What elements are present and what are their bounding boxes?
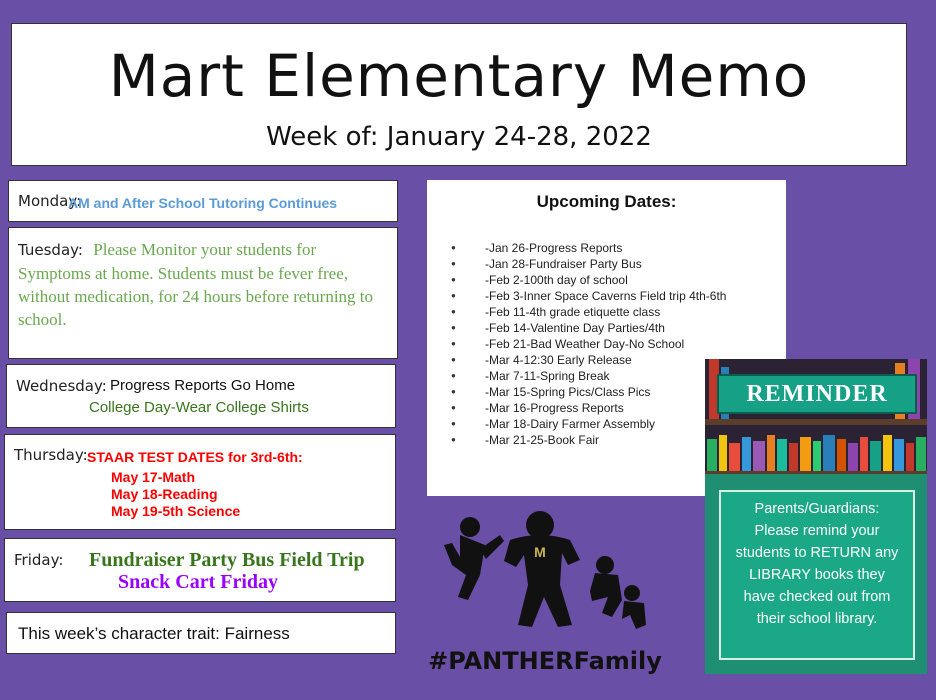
thursday-label: Thursday:: [14, 446, 88, 464]
wednesday-line-2: College Day-Wear College Shirts: [89, 399, 309, 416]
list-item: ● -Mar 4-12:30 Early Release: [451, 352, 726, 368]
tuesday-text: Please Monitor your students for Symptoms at home. Students must be fever free, without medication, for 24 hours before returning to school.: [18, 240, 374, 329]
panther-family-logo: [428, 505, 662, 680]
friday-line-2: Snack Cart Friday: [118, 571, 278, 593]
monday-text: AM and After School Tutoring Continues: [68, 195, 338, 211]
reminder-message: [719, 490, 915, 660]
upcoming-list: [451, 240, 726, 448]
character-trait-box: [6, 612, 396, 654]
reminder-line: their school library.: [756, 611, 878, 627]
tuesday-box: [8, 227, 398, 359]
friday-box: [4, 538, 396, 602]
list-item: ● -Feb 21-Bad Weather Day-No School: [451, 336, 726, 352]
list-item: ● -Mar 15-Spring Pics/Class Pics: [451, 384, 726, 400]
friday-label: Friday:: [14, 551, 64, 569]
tuesday-content: [18, 238, 390, 331]
wednesday-line-1: Progress Reports Go Home: [110, 377, 296, 394]
memo-week: Week of: January 24-28, 2022: [266, 122, 652, 152]
character-trait-text: This week’s character trait: Fairness: [18, 624, 290, 643]
list-item: ● -Mar 21-25-Book Fair: [451, 432, 726, 448]
staar-date: May 19-5th Science: [111, 503, 241, 519]
friday-line-1: Fundraiser Party Bus Field Trip: [89, 549, 365, 571]
staar-date: May 18-Reading: [111, 486, 218, 502]
reminder-poster: [705, 359, 927, 674]
reminder-line: have checked out from: [743, 589, 891, 605]
monday-box: [8, 180, 398, 222]
list-item: ● -Mar 18-Dairy Farmer Assembly: [451, 416, 726, 432]
reminder-banner: [717, 374, 917, 414]
tuesday-label: Tuesday:: [18, 241, 83, 259]
staar-date: May 17-Math: [111, 469, 196, 485]
list-item: ● -Feb 14-Valentine Day Parties/4th: [451, 320, 726, 336]
upcoming-heading: Upcoming Dates:: [536, 192, 677, 211]
panther-silhouettes: [444, 511, 646, 629]
wednesday-label: Wednesday:: [16, 377, 107, 395]
reminder-line: Please remind your: [754, 523, 880, 539]
reminder-line: students to RETURN any: [735, 545, 899, 561]
panther-hashtag: #PANTHERFamily: [428, 647, 662, 675]
list-item: ● -Feb 3-Inner Space Caverns Field trip 4th-6th: [451, 288, 726, 304]
list-item: ● -Jan 26-Progress Reports: [451, 240, 726, 256]
memo-header: [11, 23, 907, 166]
list-item: ● -Feb 2-100th day of school: [451, 272, 726, 288]
monday-label: Monday:: [18, 192, 82, 210]
panther-badge: M: [534, 544, 546, 560]
wednesday-box: [6, 364, 396, 428]
list-item: ● -Mar 16-Progress Reports: [451, 400, 726, 416]
list-item: ● -Jan 28-Fundraiser Party Bus: [451, 256, 726, 272]
reminder-title: REMINDER: [746, 380, 888, 407]
memo-title: Mart Elementary Memo: [108, 42, 810, 110]
list-item: ● -Feb 11-4th grade etiquette class: [451, 304, 726, 320]
list-item: ● -Mar 7-11-Spring Break: [451, 368, 726, 384]
reminder-line: Parents/Guardians:: [754, 501, 880, 517]
thursday-line-1: STAAR TEST DATES for 3rd-6th:: [87, 449, 303, 465]
reminder-line: LIBRARY books they: [749, 567, 885, 583]
thursday-box: [4, 434, 396, 530]
